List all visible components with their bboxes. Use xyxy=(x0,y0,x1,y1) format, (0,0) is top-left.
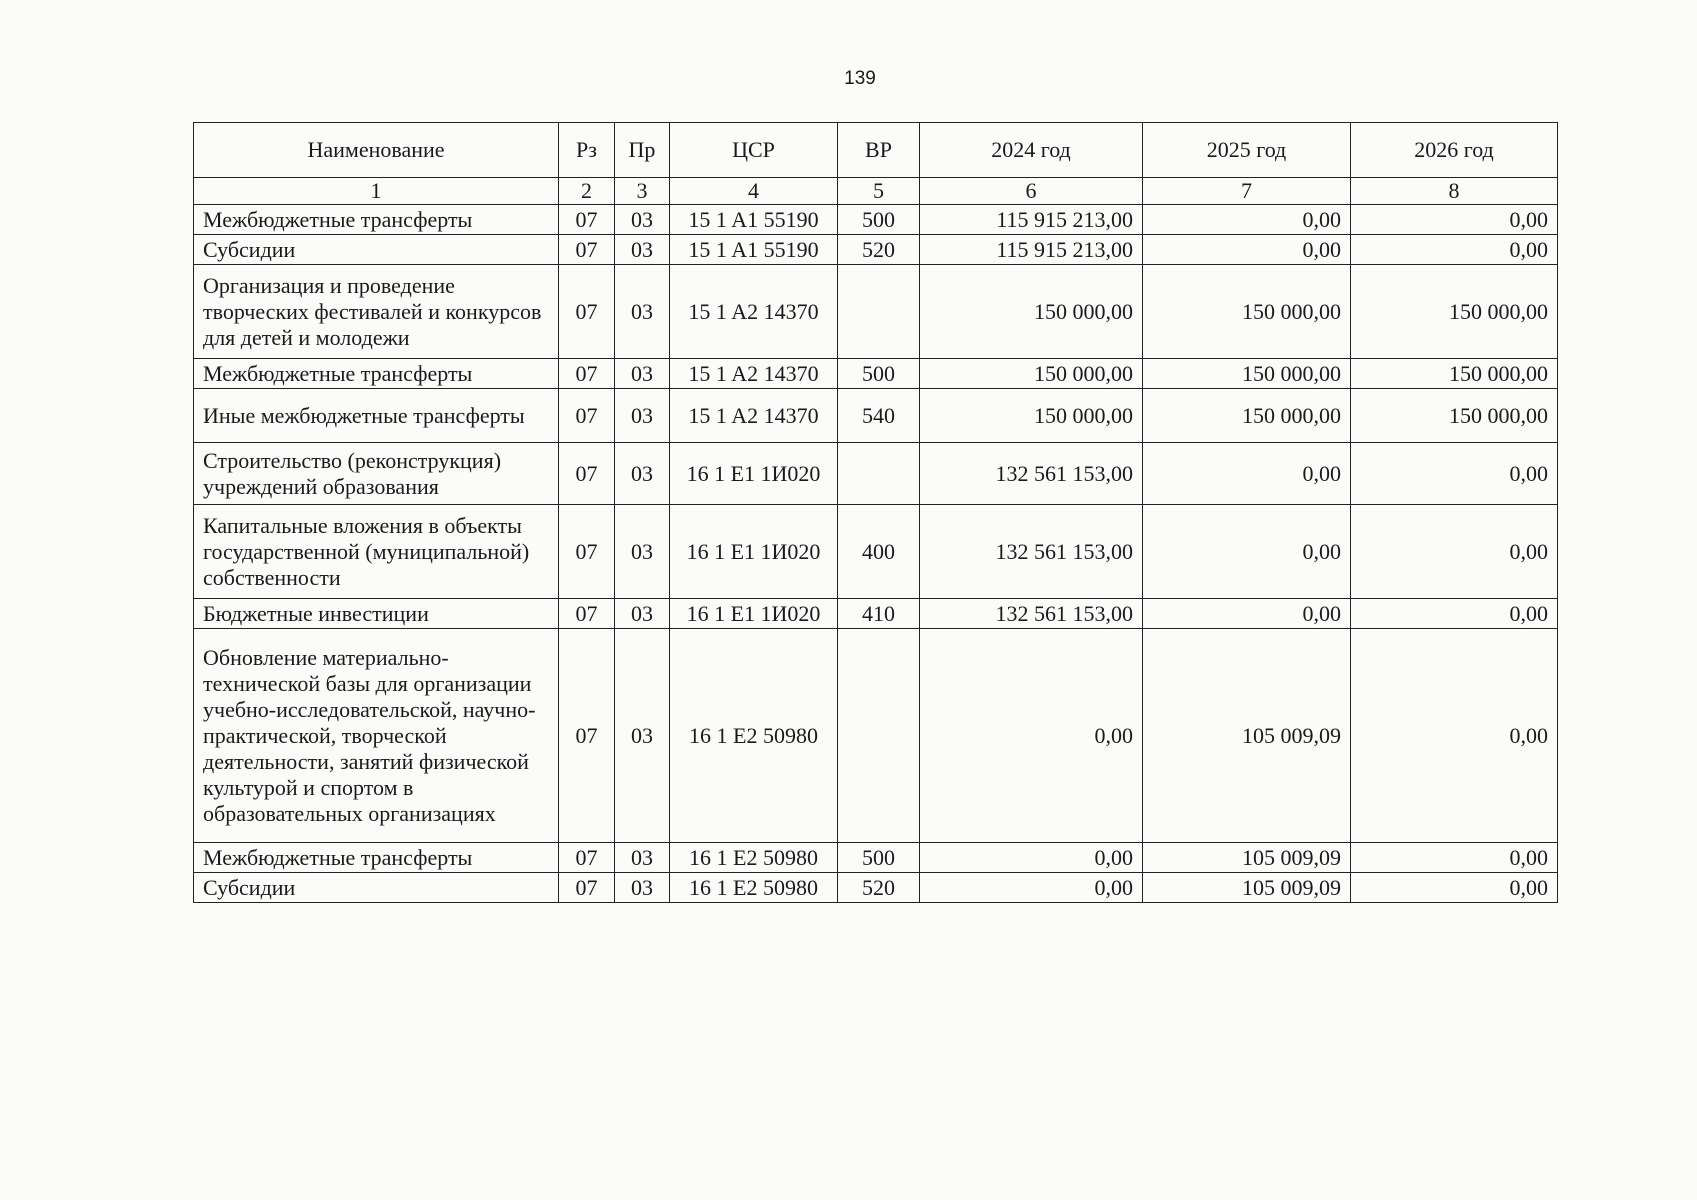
row-name: Обновление материально-технической базы для организации учебно-исследовательской, научно-практической, творческой деятельности, занятий физической культурой и спортом в образовательных организациях xyxy=(194,629,559,843)
row-name: Межбюджетные трансферты xyxy=(194,359,559,389)
row-vr: 500 xyxy=(838,359,920,389)
row-amount-2025: 0,00 xyxy=(1143,599,1351,629)
row-csr: 15 1 A1 55190 xyxy=(670,205,838,235)
column-number: 1 xyxy=(194,178,559,205)
row-name: Иные межбюджетные трансферты xyxy=(194,389,559,443)
row-amount-2025: 150 000,00 xyxy=(1143,265,1351,359)
row-amount-2025: 0,00 xyxy=(1143,205,1351,235)
row-amount-2025: 150 000,00 xyxy=(1143,389,1351,443)
table-row xyxy=(194,629,1558,843)
row-amount-2024: 132 561 153,00 xyxy=(920,599,1143,629)
budget-table xyxy=(193,122,1558,903)
row-vr xyxy=(838,629,920,843)
row-amount-2025: 150 000,00 xyxy=(1143,359,1351,389)
table-row xyxy=(194,443,1558,505)
row-amount-2024: 115 915 213,00 xyxy=(920,205,1143,235)
row-rz: 07 xyxy=(559,265,615,359)
row-name: Строительство (реконструкция) учреждений образования xyxy=(194,443,559,505)
row-rz: 07 xyxy=(559,843,615,873)
row-rz: 07 xyxy=(559,505,615,599)
header-pr: Пр xyxy=(615,123,670,178)
row-pr: 03 xyxy=(615,359,670,389)
row-name: Капитальные вложения в объекты государственной (муниципальной) собственности xyxy=(194,505,559,599)
row-amount-2024: 0,00 xyxy=(920,629,1143,843)
row-csr: 16 1 E1 1И020 xyxy=(670,505,838,599)
row-vr: 500 xyxy=(838,843,920,873)
row-pr: 03 xyxy=(615,843,670,873)
row-amount-2026: 0,00 xyxy=(1351,205,1558,235)
row-amount-2024: 150 000,00 xyxy=(920,265,1143,359)
table-row xyxy=(194,505,1558,599)
row-amount-2025: 0,00 xyxy=(1143,235,1351,265)
row-amount-2024: 150 000,00 xyxy=(920,389,1143,443)
row-pr: 03 xyxy=(615,443,670,505)
header-2024: 2024 год xyxy=(920,123,1143,178)
row-vr: 500 xyxy=(838,205,920,235)
row-pr: 03 xyxy=(615,599,670,629)
row-csr: 16 1 E1 1И020 xyxy=(670,599,838,629)
column-number-row xyxy=(194,178,1558,205)
row-csr: 16 1 E1 1И020 xyxy=(670,443,838,505)
column-number: 6 xyxy=(920,178,1143,205)
column-number: 5 xyxy=(838,178,920,205)
row-pr: 03 xyxy=(615,505,670,599)
row-rz: 07 xyxy=(559,629,615,843)
row-amount-2026: 150 000,00 xyxy=(1351,265,1558,359)
row-amount-2026: 0,00 xyxy=(1351,505,1558,599)
row-csr: 16 1 E2 50980 xyxy=(670,873,838,903)
table-row xyxy=(194,359,1558,389)
column-number: 3 xyxy=(615,178,670,205)
header-vr: ВР xyxy=(838,123,920,178)
table-row xyxy=(194,843,1558,873)
table-row xyxy=(194,599,1558,629)
row-amount-2025: 0,00 xyxy=(1143,505,1351,599)
row-amount-2024: 0,00 xyxy=(920,873,1143,903)
row-name: Бюджетные инвестиции xyxy=(194,599,559,629)
row-amount-2026: 0,00 xyxy=(1351,443,1558,505)
page-number: 139 xyxy=(844,68,876,89)
row-amount-2026: 0,00 xyxy=(1351,235,1558,265)
row-amount-2026: 0,00 xyxy=(1351,599,1558,629)
row-amount-2024: 0,00 xyxy=(920,843,1143,873)
row-csr: 15 1 A2 14370 xyxy=(670,359,838,389)
row-vr: 520 xyxy=(838,873,920,903)
row-name: Межбюджетные трансферты xyxy=(194,843,559,873)
row-pr: 03 xyxy=(615,205,670,235)
row-pr: 03 xyxy=(615,873,670,903)
header-2025: 2025 год xyxy=(1143,123,1351,178)
row-csr: 16 1 E2 50980 xyxy=(670,629,838,843)
column-number: 4 xyxy=(670,178,838,205)
row-rz: 07 xyxy=(559,359,615,389)
table-body xyxy=(194,205,1558,903)
row-vr xyxy=(838,265,920,359)
row-rz: 07 xyxy=(559,389,615,443)
row-amount-2026: 0,00 xyxy=(1351,629,1558,843)
row-csr: 15 1 A2 14370 xyxy=(670,389,838,443)
row-csr: 15 1 A2 14370 xyxy=(670,265,838,359)
row-amount-2024: 115 915 213,00 xyxy=(920,235,1143,265)
row-amount-2025: 105 009,09 xyxy=(1143,629,1351,843)
row-pr: 03 xyxy=(615,235,670,265)
header-rz: Рз xyxy=(559,123,615,178)
row-amount-2024: 132 561 153,00 xyxy=(920,505,1143,599)
row-vr: 400 xyxy=(838,505,920,599)
row-rz: 07 xyxy=(559,443,615,505)
row-amount-2026: 0,00 xyxy=(1351,843,1558,873)
row-amount-2025: 105 009,09 xyxy=(1143,843,1351,873)
row-amount-2026: 0,00 xyxy=(1351,873,1558,903)
table-row xyxy=(194,389,1558,443)
header-2026: 2026 год xyxy=(1351,123,1558,178)
row-amount-2024: 150 000,00 xyxy=(920,359,1143,389)
table-row xyxy=(194,265,1558,359)
row-name: Субсидии xyxy=(194,235,559,265)
row-amount-2024: 132 561 153,00 xyxy=(920,443,1143,505)
row-rz: 07 xyxy=(559,235,615,265)
table-row xyxy=(194,235,1558,265)
row-csr: 15 1 A1 55190 xyxy=(670,235,838,265)
header-name: Наименование xyxy=(194,123,559,178)
column-number: 8 xyxy=(1351,178,1558,205)
row-rz: 07 xyxy=(559,873,615,903)
row-amount-2025: 0,00 xyxy=(1143,443,1351,505)
column-number: 2 xyxy=(559,178,615,205)
row-name: Субсидии xyxy=(194,873,559,903)
row-name: Организация и проведение творческих фестивалей и конкурсов для детей и молодежи xyxy=(194,265,559,359)
table-row xyxy=(194,205,1558,235)
row-pr: 03 xyxy=(615,629,670,843)
row-vr: 410 xyxy=(838,599,920,629)
row-pr: 03 xyxy=(615,389,670,443)
table-row xyxy=(194,873,1558,903)
row-csr: 16 1 E2 50980 xyxy=(670,843,838,873)
header-row xyxy=(194,123,1558,178)
row-rz: 07 xyxy=(559,599,615,629)
row-pr: 03 xyxy=(615,265,670,359)
row-vr: 540 xyxy=(838,389,920,443)
row-vr xyxy=(838,443,920,505)
column-number: 7 xyxy=(1143,178,1351,205)
row-amount-2026: 150 000,00 xyxy=(1351,389,1558,443)
row-name: Межбюджетные трансферты xyxy=(194,205,559,235)
row-vr: 520 xyxy=(838,235,920,265)
row-amount-2025: 105 009,09 xyxy=(1143,873,1351,903)
row-amount-2026: 150 000,00 xyxy=(1351,359,1558,389)
header-csr: ЦСР xyxy=(670,123,838,178)
row-rz: 07 xyxy=(559,205,615,235)
